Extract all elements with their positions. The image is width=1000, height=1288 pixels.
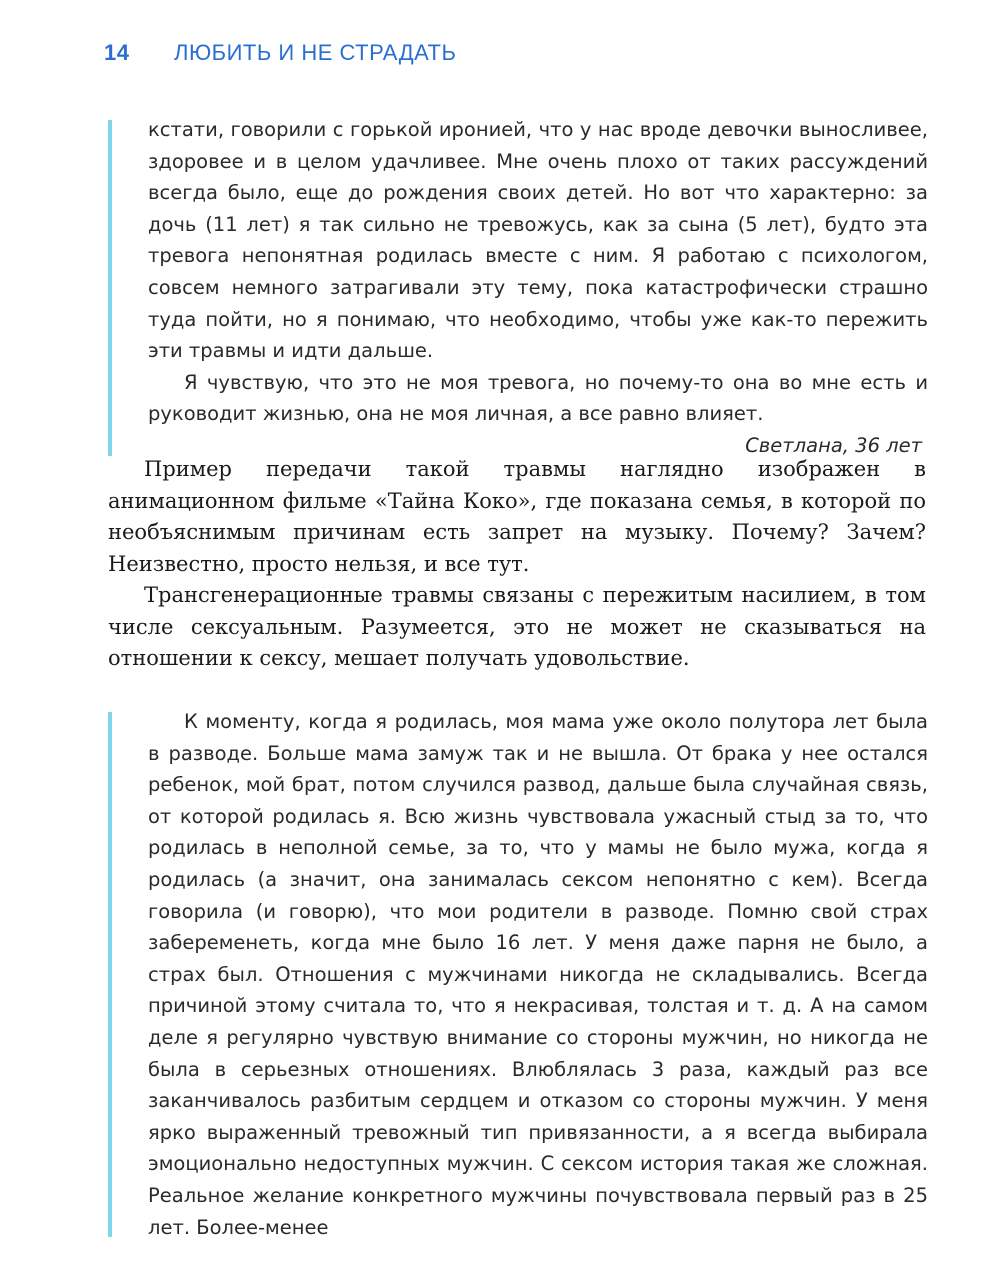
page-number: 14	[104, 40, 130, 65]
quote-paragraph: Я чувствую, что это не моя тревога, но почему-то она во мне есть и руководит жизнью, она не моя личная, а все равно влияет.	[148, 370, 928, 426]
running-title: ЛЮБИТЬ И НЕ СТРАДАТЬ	[174, 40, 457, 65]
quote-block-1	[108, 114, 928, 462]
page-header	[104, 40, 940, 66]
body-paragraph: Пример передачи такой травмы наглядно изображен в анимационном фильме «Тайна Коко», где показана семья, в которой по необъяснимым причинам есть запрет на музыку. Почему? Зачем? Неизвестно, просто нельзя, и все тут.	[108, 457, 926, 576]
quote-signature: Светлана, 36 лет	[745, 433, 922, 457]
quote-paragraph: кстати, говорили с горькой иронией, что у нас вроде девочки выносливее, здоровее и в целом удачливее. Мне очень плохо от таких рассуждений всегда было, еще до рождения своих детей. Но вот что характерно: за дочь (11 лет) я так сильно не тревожусь, как за сына (5 лет), будто эта тревога непонятная родилась вместе с ним. Я работаю с психологом, совсем немного затрагивали эту тему, пока катастрофически страшно туда пойти, но я понимаю, что необходимо, чтобы уже как-то пережить эти травмы и идти дальше.	[148, 118, 928, 363]
main-text	[108, 454, 926, 675]
body-paragraph: Трансгенерационные травмы связаны с пережитым насилием, в том числе сексуальным. Разумеется, это не может не сказываться на отношении к сексу, мешает получать удовольствие.	[108, 583, 926, 670]
quote-block-2	[108, 706, 928, 1243]
quote-bar	[108, 712, 112, 1237]
quote-bar	[108, 120, 112, 456]
quote-paragraph: К моменту, когда я родилась, моя мама уже около полутора лет была в разводе. Больше мама замуж так и не вышла. От брака у нее остался ребенок, мой брат, потом случился развод, дальше была случайная связь, от которой родилась я. Всю жизнь чувствовала ужасный стыд за то, что родилась в неполной семье, за то, что у мамы не было мужа, когда я родилась (а значит, она занималась сексом непонятно с кем). Всегда говорила (и говорю), что мои родители в разводе. Помню свой страх забеременеть, когда мне было 16 лет. У меня даже парня не было, а страх был. Отношения с мужчинами никогда не складывались. Всегда причиной этому считала то, что я некрасивая, толстая и т. д. А на самом деле я регулярно чувствую внимание со стороны мужчин, но никогда не была в серьезных отношениях. Влюблялась 3 раза, каждый раз все заканчивалось разбитым сердцем и отказом со стороны мужчин. У меня ярко выраженный тревожный тип привязанности, а я всегда выбирала эмоционально недоступных мужчин. С сексом история такая же сложная. Реальное желание конкретного мужчины почувствовала первый раз в 25 лет. Более-менее	[148, 710, 928, 1239]
